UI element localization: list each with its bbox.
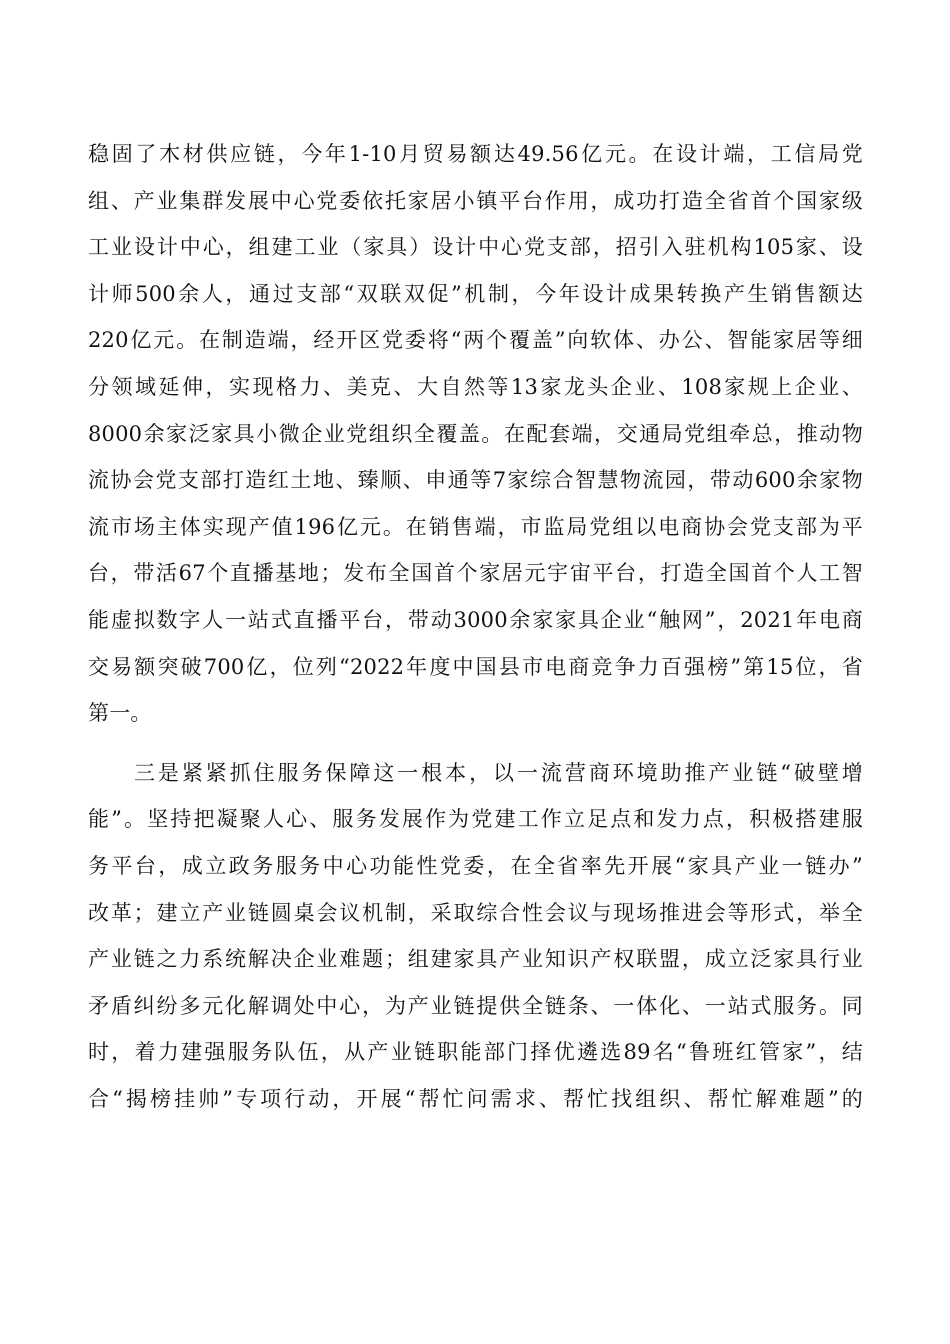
paragraph-line: 分领域延伸，实现格力、美克、大自然等13家龙头企业、108家规上企业、 (88, 374, 863, 399)
paragraph-line: 矛盾纠纷多元化解调处中心，为产业链提供全链条、一体化、一站式服务。同 (88, 993, 863, 1018)
paragraph-line: 台，带活67个直播基地；发布全国首个家居元宇宙平台，打造全国首个人工智 (88, 561, 863, 586)
document-body (88, 131, 863, 1122)
paragraph-line: 8000余家泛家具小微企业党组织全覆盖。在配套端，交通局党组牵总，推动物 (88, 421, 863, 446)
paragraph-line: 合“揭榜挂帅”专项行动，开展“帮忙问需求、帮忙找组织、帮忙解难题”的 (88, 1086, 863, 1111)
paragraph-line: 第一。 (88, 701, 152, 726)
paragraph-line: 能虚拟数字人一站式直播平台，带动3000余家家具企业“触网”，2021年电商 (88, 607, 863, 632)
paragraph-line: 220亿元。在制造端，经开区党委将“两个覆盖”向软体、办公、智能家居等细 (88, 328, 863, 353)
paragraph-line: 时，着力建强服务队伍，从产业链职能部门择优遴选89名“鲁班红管家”，结 (88, 1040, 863, 1065)
paragraph-2 (88, 750, 863, 1123)
paragraph-line: 计师500余人，通过支部“双联双促”机制，今年设计成果转换产生销售额达 (88, 281, 863, 306)
paragraph-line: 交易额突破700亿，位列“2022年度中国县市电商竞争力百强榜”第15位，省 (88, 654, 863, 679)
paragraph-1 (88, 131, 863, 737)
paragraph-spacer (88, 737, 863, 750)
paragraph-line: 稳固了木材供应链，今年1-10月贸易额达49.56亿元。在设计端，工信局党 (88, 142, 863, 166)
paragraph-line: 工业设计中心，组建工业（家具）设计中心党支部，招引入驻机构105家、设 (88, 235, 863, 260)
paragraph-line: 产业链之力系统解决企业难题；组建家具产业知识产权联盟，成立泛家具行业 (88, 947, 863, 972)
paragraph-line: 务平台，成立政务服务中心功能性党委，在全省率先开展“家具产业一链办” (88, 853, 863, 878)
paragraph-line: 流市场主体实现产值196亿元。在销售端，市监局党组以电商协会党支部为平 (88, 514, 863, 539)
paragraph-line: 改革；建立产业链圆桌会议机制，采取综合性会议与现场推进会等形式，举全 (88, 900, 863, 925)
paragraph-line: 组、产业集群发展中心党委依托家居小镇平台作用，成功打造全省首个国家级 (88, 188, 863, 213)
paragraph-line: 流协会党支部打造红土地、臻顺、申通等7家综合智慧物流园，带动600余家物 (88, 468, 863, 493)
paragraph-line: 能”。坚持把凝聚人心、服务发展作为党建工作立足点和发力点，积极搭建服 (88, 807, 863, 832)
paragraph-line: 三是紧紧抓住服务保障这一根本，以一流营商环境助推产业链“破壁增 (134, 760, 863, 785)
